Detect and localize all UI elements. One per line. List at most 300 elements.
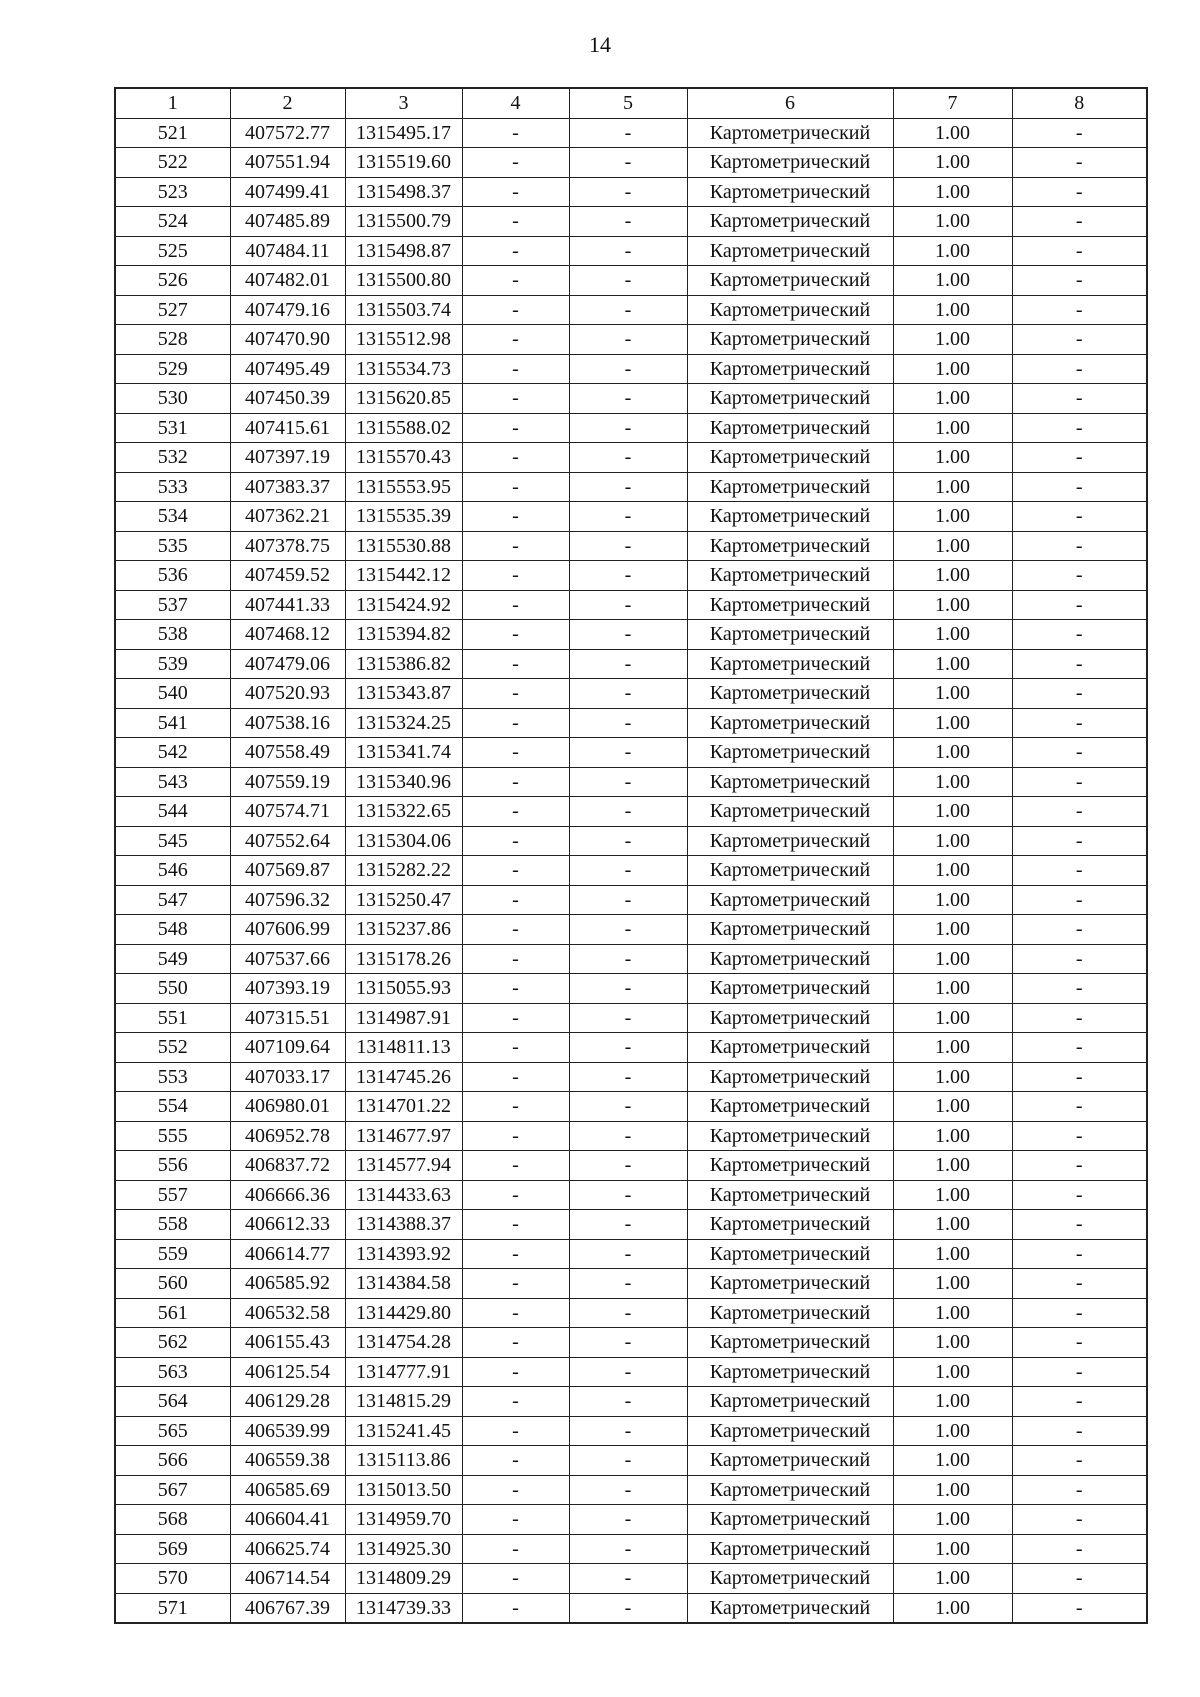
accuracy-cell: 1.00 <box>893 620 1012 650</box>
column-8-cell: - <box>1012 885 1147 915</box>
column-8-cell: - <box>1012 1505 1147 1535</box>
x-coordinate-cell: 406155.43 <box>230 1328 345 1358</box>
column-4-cell: - <box>462 325 569 355</box>
accuracy-cell: 1.00 <box>893 885 1012 915</box>
x-coordinate-cell: 406614.77 <box>230 1239 345 1269</box>
column-4-cell: - <box>462 236 569 266</box>
header-row <box>115 88 1147 118</box>
column-8-cell: - <box>1012 1121 1147 1151</box>
y-coordinate-cell: 1315250.47 <box>345 885 462 915</box>
x-coordinate-cell: 407315.51 <box>230 1003 345 1033</box>
point-number-cell: 552 <box>115 1033 230 1063</box>
accuracy-cell: 1.00 <box>893 826 1012 856</box>
column-8-cell: - <box>1012 472 1147 502</box>
y-coordinate-cell: 1314754.28 <box>345 1328 462 1358</box>
table-row <box>115 1062 1147 1092</box>
method-cell: Картометрический <box>687 177 893 207</box>
y-coordinate-cell: 1314677.97 <box>345 1121 462 1151</box>
x-coordinate-cell: 407572.77 <box>230 118 345 148</box>
x-coordinate-cell: 406539.99 <box>230 1416 345 1446</box>
point-number-cell: 561 <box>115 1298 230 1328</box>
method-cell: Картометрический <box>687 1564 893 1594</box>
table-row <box>115 767 1147 797</box>
point-number-cell: 553 <box>115 1062 230 1092</box>
column-5-cell: - <box>569 797 687 827</box>
table-row <box>115 590 1147 620</box>
column-5-cell: - <box>569 561 687 591</box>
column-8-cell: - <box>1012 1534 1147 1564</box>
accuracy-cell: 1.00 <box>893 649 1012 679</box>
column-5-cell: - <box>569 1033 687 1063</box>
column-5-cell: - <box>569 325 687 355</box>
accuracy-cell: 1.00 <box>893 1446 1012 1476</box>
column-8-cell: - <box>1012 1593 1147 1623</box>
y-coordinate-cell: 1314393.92 <box>345 1239 462 1269</box>
column-8-cell: - <box>1012 679 1147 709</box>
method-cell: Картометрический <box>687 944 893 974</box>
method-cell: Картометрический <box>687 1180 893 1210</box>
column-5-cell: - <box>569 1475 687 1505</box>
column-5-cell: - <box>569 1446 687 1476</box>
y-coordinate-cell: 1314739.33 <box>345 1593 462 1623</box>
accuracy-cell: 1.00 <box>893 1210 1012 1240</box>
column-5-cell: - <box>569 295 687 325</box>
y-coordinate-cell: 1315512.98 <box>345 325 462 355</box>
x-coordinate-cell: 407109.64 <box>230 1033 345 1063</box>
accuracy-cell: 1.00 <box>893 472 1012 502</box>
y-coordinate-cell: 1315530.88 <box>345 531 462 561</box>
x-coordinate-cell: 406767.39 <box>230 1593 345 1623</box>
column-8-cell: - <box>1012 649 1147 679</box>
column-8-cell: - <box>1012 1210 1147 1240</box>
column-8-cell: - <box>1012 502 1147 532</box>
accuracy-cell: 1.00 <box>893 413 1012 443</box>
accuracy-cell: 1.00 <box>893 1593 1012 1623</box>
method-cell: Картометрический <box>687 1328 893 1358</box>
column-5-cell: - <box>569 1416 687 1446</box>
method-cell: Картометрический <box>687 1387 893 1417</box>
table-row <box>115 413 1147 443</box>
accuracy-cell: 1.00 <box>893 915 1012 945</box>
point-number-cell: 549 <box>115 944 230 974</box>
method-cell: Картометрический <box>687 1534 893 1564</box>
column-4-cell: - <box>462 1033 569 1063</box>
table-row <box>115 738 1147 768</box>
column-header: 1 <box>115 88 230 118</box>
y-coordinate-cell: 1314987.91 <box>345 1003 462 1033</box>
accuracy-cell: 1.00 <box>893 1180 1012 1210</box>
accuracy-cell: 1.00 <box>893 1564 1012 1594</box>
accuracy-cell: 1.00 <box>893 1003 1012 1033</box>
method-cell: Картометрический <box>687 1033 893 1063</box>
column-5-cell: - <box>569 472 687 502</box>
point-number-cell: 562 <box>115 1328 230 1358</box>
method-cell: Картометрический <box>687 1446 893 1476</box>
x-coordinate-cell: 406666.36 <box>230 1180 345 1210</box>
method-cell: Картометрический <box>687 266 893 296</box>
column-8-cell: - <box>1012 1180 1147 1210</box>
table-row <box>115 266 1147 296</box>
column-8-cell: - <box>1012 266 1147 296</box>
column-5-cell: - <box>569 1534 687 1564</box>
coordinates-table <box>114 87 1148 1624</box>
column-5-cell: - <box>569 1298 687 1328</box>
y-coordinate-cell: 1314577.94 <box>345 1151 462 1181</box>
column-4-cell: - <box>462 1062 569 1092</box>
y-coordinate-cell: 1314809.29 <box>345 1564 462 1594</box>
table-row <box>115 1475 1147 1505</box>
point-number-cell: 551 <box>115 1003 230 1033</box>
x-coordinate-cell: 407537.66 <box>230 944 345 974</box>
accuracy-cell: 1.00 <box>893 502 1012 532</box>
page-number: 14 <box>589 32 611 57</box>
accuracy-cell: 1.00 <box>893 1298 1012 1328</box>
accuracy-cell: 1.00 <box>893 325 1012 355</box>
y-coordinate-cell: 1315340.96 <box>345 767 462 797</box>
column-8-cell: - <box>1012 915 1147 945</box>
column-5-cell: - <box>569 1564 687 1594</box>
column-5-cell: - <box>569 1062 687 1092</box>
table-row <box>115 1239 1147 1269</box>
method-cell: Картометрический <box>687 1092 893 1122</box>
column-4-cell: - <box>462 1003 569 1033</box>
accuracy-cell: 1.00 <box>893 1062 1012 1092</box>
accuracy-cell: 1.00 <box>893 561 1012 591</box>
column-5-cell: - <box>569 1121 687 1151</box>
point-number-cell: 537 <box>115 590 230 620</box>
accuracy-cell: 1.00 <box>893 443 1012 473</box>
point-number-cell: 547 <box>115 885 230 915</box>
column-4-cell: - <box>462 679 569 709</box>
point-number-cell: 566 <box>115 1446 230 1476</box>
column-4-cell: - <box>462 384 569 414</box>
method-cell: Картометрический <box>687 708 893 738</box>
column-8-cell: - <box>1012 413 1147 443</box>
column-4-cell: - <box>462 1269 569 1299</box>
y-coordinate-cell: 1315304.06 <box>345 826 462 856</box>
column-5-cell: - <box>569 1003 687 1033</box>
y-coordinate-cell: 1315500.80 <box>345 266 462 296</box>
column-8-cell: - <box>1012 561 1147 591</box>
accuracy-cell: 1.00 <box>893 1357 1012 1387</box>
point-number-cell: 522 <box>115 148 230 178</box>
accuracy-cell: 1.00 <box>893 708 1012 738</box>
column-4-cell: - <box>462 266 569 296</box>
column-4-cell: - <box>462 738 569 768</box>
column-8-cell: - <box>1012 207 1147 237</box>
column-5-cell: - <box>569 443 687 473</box>
column-4-cell: - <box>462 1505 569 1535</box>
column-4-cell: - <box>462 797 569 827</box>
column-8-cell: - <box>1012 1387 1147 1417</box>
y-coordinate-cell: 1315282.22 <box>345 856 462 886</box>
column-5-cell: - <box>569 1269 687 1299</box>
accuracy-cell: 1.00 <box>893 354 1012 384</box>
accuracy-cell: 1.00 <box>893 590 1012 620</box>
x-coordinate-cell: 406714.54 <box>230 1564 345 1594</box>
column-8-cell: - <box>1012 767 1147 797</box>
column-8-cell: - <box>1012 354 1147 384</box>
x-coordinate-cell: 407574.71 <box>230 797 345 827</box>
method-cell: Картометрический <box>687 974 893 1004</box>
method-cell: Картометрический <box>687 1151 893 1181</box>
column-4-cell: - <box>462 177 569 207</box>
point-number-cell: 550 <box>115 974 230 1004</box>
x-coordinate-cell: 406585.69 <box>230 1475 345 1505</box>
y-coordinate-cell: 1315241.45 <box>345 1416 462 1446</box>
method-cell: Картометрический <box>687 1269 893 1299</box>
column-5-cell: - <box>569 944 687 974</box>
x-coordinate-cell: 406952.78 <box>230 1121 345 1151</box>
column-8-cell: - <box>1012 118 1147 148</box>
column-5-cell: - <box>569 1151 687 1181</box>
y-coordinate-cell: 1315113.86 <box>345 1446 462 1476</box>
method-cell: Картометрический <box>687 738 893 768</box>
y-coordinate-cell: 1315620.85 <box>345 384 462 414</box>
point-number-cell: 528 <box>115 325 230 355</box>
table-row <box>115 1180 1147 1210</box>
table-row <box>115 1534 1147 1564</box>
accuracy-cell: 1.00 <box>893 1269 1012 1299</box>
accuracy-cell: 1.00 <box>893 266 1012 296</box>
table-row <box>115 502 1147 532</box>
point-number-cell: 523 <box>115 177 230 207</box>
table-row <box>115 207 1147 237</box>
column-5-cell: - <box>569 502 687 532</box>
column-8-cell: - <box>1012 1062 1147 1092</box>
method-cell: Картометрический <box>687 561 893 591</box>
point-number-cell: 558 <box>115 1210 230 1240</box>
table-row <box>115 708 1147 738</box>
column-4-cell: - <box>462 207 569 237</box>
x-coordinate-cell: 407606.99 <box>230 915 345 945</box>
x-coordinate-cell: 406837.72 <box>230 1151 345 1181</box>
y-coordinate-cell: 1315442.12 <box>345 561 462 591</box>
column-4-cell: - <box>462 1239 569 1269</box>
point-number-cell: 530 <box>115 384 230 414</box>
x-coordinate-cell: 406604.41 <box>230 1505 345 1535</box>
table-row <box>115 649 1147 679</box>
table-row <box>115 1416 1147 1446</box>
column-4-cell: - <box>462 295 569 325</box>
column-5-cell: - <box>569 236 687 266</box>
y-coordinate-cell: 1315498.87 <box>345 236 462 266</box>
column-8-cell: - <box>1012 738 1147 768</box>
x-coordinate-cell: 407484.11 <box>230 236 345 266</box>
table-row <box>115 1151 1147 1181</box>
x-coordinate-cell: 407499.41 <box>230 177 345 207</box>
column-5-cell: - <box>569 1092 687 1122</box>
x-coordinate-cell: 406612.33 <box>230 1210 345 1240</box>
method-cell: Картометрический <box>687 354 893 384</box>
accuracy-cell: 1.00 <box>893 679 1012 709</box>
column-4-cell: - <box>462 472 569 502</box>
table-row <box>115 472 1147 502</box>
x-coordinate-cell: 406585.92 <box>230 1269 345 1299</box>
column-8-cell: - <box>1012 1357 1147 1387</box>
column-8-cell: - <box>1012 1564 1147 1594</box>
column-8-cell: - <box>1012 236 1147 266</box>
method-cell: Картометрический <box>687 207 893 237</box>
x-coordinate-cell: 407495.49 <box>230 354 345 384</box>
column-4-cell: - <box>462 885 569 915</box>
column-8-cell: - <box>1012 797 1147 827</box>
x-coordinate-cell: 407538.16 <box>230 708 345 738</box>
column-8-cell: - <box>1012 620 1147 650</box>
column-4-cell: - <box>462 1180 569 1210</box>
column-4-cell: - <box>462 1121 569 1151</box>
y-coordinate-cell: 1315055.93 <box>345 974 462 1004</box>
column-4-cell: - <box>462 1151 569 1181</box>
column-4-cell: - <box>462 944 569 974</box>
y-coordinate-cell: 1315341.74 <box>345 738 462 768</box>
column-header: 6 <box>687 88 893 118</box>
point-number-cell: 557 <box>115 1180 230 1210</box>
column-5-cell: - <box>569 649 687 679</box>
method-cell: Картометрический <box>687 325 893 355</box>
point-number-cell: 535 <box>115 531 230 561</box>
column-5-cell: - <box>569 620 687 650</box>
y-coordinate-cell: 1315324.25 <box>345 708 462 738</box>
column-8-cell: - <box>1012 944 1147 974</box>
y-coordinate-cell: 1315570.43 <box>345 443 462 473</box>
y-coordinate-cell: 1314811.13 <box>345 1033 462 1063</box>
accuracy-cell: 1.00 <box>893 856 1012 886</box>
method-cell: Картометрический <box>687 767 893 797</box>
table-row <box>115 1033 1147 1063</box>
accuracy-cell: 1.00 <box>893 207 1012 237</box>
column-8-cell: - <box>1012 148 1147 178</box>
table-row <box>115 354 1147 384</box>
column-5-cell: - <box>569 207 687 237</box>
point-number-cell: 548 <box>115 915 230 945</box>
column-header: 5 <box>569 88 687 118</box>
method-cell: Картометрический <box>687 826 893 856</box>
column-5-cell: - <box>569 177 687 207</box>
x-coordinate-cell: 407441.33 <box>230 590 345 620</box>
y-coordinate-cell: 1314433.63 <box>345 1180 462 1210</box>
method-cell: Картометрический <box>687 443 893 473</box>
x-coordinate-cell: 406129.28 <box>230 1387 345 1417</box>
accuracy-cell: 1.00 <box>893 1033 1012 1063</box>
table-row <box>115 177 1147 207</box>
accuracy-cell: 1.00 <box>893 1092 1012 1122</box>
column-4-cell: - <box>462 1210 569 1240</box>
point-number-cell: 554 <box>115 1092 230 1122</box>
method-cell: Картометрический <box>687 1416 893 1446</box>
x-coordinate-cell: 406559.38 <box>230 1446 345 1476</box>
column-4-cell: - <box>462 620 569 650</box>
column-8-cell: - <box>1012 384 1147 414</box>
column-8-cell: - <box>1012 1092 1147 1122</box>
accuracy-cell: 1.00 <box>893 1387 1012 1417</box>
point-number-cell: 525 <box>115 236 230 266</box>
method-cell: Картометрический <box>687 885 893 915</box>
column-5-cell: - <box>569 531 687 561</box>
column-header: 7 <box>893 88 1012 118</box>
table-row <box>115 1446 1147 1476</box>
point-number-cell: 533 <box>115 472 230 502</box>
point-number-cell: 569 <box>115 1534 230 1564</box>
column-8-cell: - <box>1012 1475 1147 1505</box>
column-8-cell: - <box>1012 1328 1147 1358</box>
point-number-cell: 524 <box>115 207 230 237</box>
column-4-cell: - <box>462 708 569 738</box>
column-header: 8 <box>1012 88 1147 118</box>
y-coordinate-cell: 1314384.58 <box>345 1269 462 1299</box>
method-cell: Картометрический <box>687 1593 893 1623</box>
table-row <box>115 1328 1147 1358</box>
column-5-cell: - <box>569 1239 687 1269</box>
table-row <box>115 531 1147 561</box>
column-5-cell: - <box>569 266 687 296</box>
y-coordinate-cell: 1314815.29 <box>345 1387 462 1417</box>
column-8-cell: - <box>1012 708 1147 738</box>
point-number-cell: 545 <box>115 826 230 856</box>
table-row <box>115 1298 1147 1328</box>
point-number-cell: 527 <box>115 295 230 325</box>
point-number-cell: 571 <box>115 1593 230 1623</box>
accuracy-cell: 1.00 <box>893 118 1012 148</box>
y-coordinate-cell: 1315394.82 <box>345 620 462 650</box>
x-coordinate-cell: 407552.64 <box>230 826 345 856</box>
table-row <box>115 944 1147 974</box>
y-coordinate-cell: 1314777.91 <box>345 1357 462 1387</box>
x-coordinate-cell: 407393.19 <box>230 974 345 1004</box>
method-cell: Картометрический <box>687 1298 893 1328</box>
column-5-cell: - <box>569 1593 687 1623</box>
accuracy-cell: 1.00 <box>893 1416 1012 1446</box>
column-4-cell: - <box>462 767 569 797</box>
method-cell: Картометрический <box>687 1357 893 1387</box>
column-4-cell: - <box>462 1593 569 1623</box>
table-row <box>115 1357 1147 1387</box>
column-5-cell: - <box>569 384 687 414</box>
column-4-cell: - <box>462 118 569 148</box>
y-coordinate-cell: 1315500.79 <box>345 207 462 237</box>
point-number-cell: 563 <box>115 1357 230 1387</box>
accuracy-cell: 1.00 <box>893 1239 1012 1269</box>
x-coordinate-cell: 406532.58 <box>230 1298 345 1328</box>
column-4-cell: - <box>462 413 569 443</box>
column-5-cell: - <box>569 354 687 384</box>
column-8-cell: - <box>1012 325 1147 355</box>
column-8-cell: - <box>1012 1151 1147 1181</box>
column-4-cell: - <box>462 1534 569 1564</box>
column-5-cell: - <box>569 767 687 797</box>
column-8-cell: - <box>1012 443 1147 473</box>
column-5-cell: - <box>569 856 687 886</box>
column-8-cell: - <box>1012 1446 1147 1476</box>
column-8-cell: - <box>1012 826 1147 856</box>
column-8-cell: - <box>1012 1416 1147 1446</box>
point-number-cell: 560 <box>115 1269 230 1299</box>
table-row <box>115 1210 1147 1240</box>
x-coordinate-cell: 407479.06 <box>230 649 345 679</box>
table-row <box>115 443 1147 473</box>
point-number-cell: 539 <box>115 649 230 679</box>
column-5-cell: - <box>569 1357 687 1387</box>
x-coordinate-cell: 407470.90 <box>230 325 345 355</box>
x-coordinate-cell: 407397.19 <box>230 443 345 473</box>
table-row <box>115 1092 1147 1122</box>
table-row <box>115 384 1147 414</box>
x-coordinate-cell: 407033.17 <box>230 1062 345 1092</box>
method-cell: Картометрический <box>687 472 893 502</box>
method-cell: Картометрический <box>687 148 893 178</box>
column-8-cell: - <box>1012 1269 1147 1299</box>
accuracy-cell: 1.00 <box>893 1121 1012 1151</box>
